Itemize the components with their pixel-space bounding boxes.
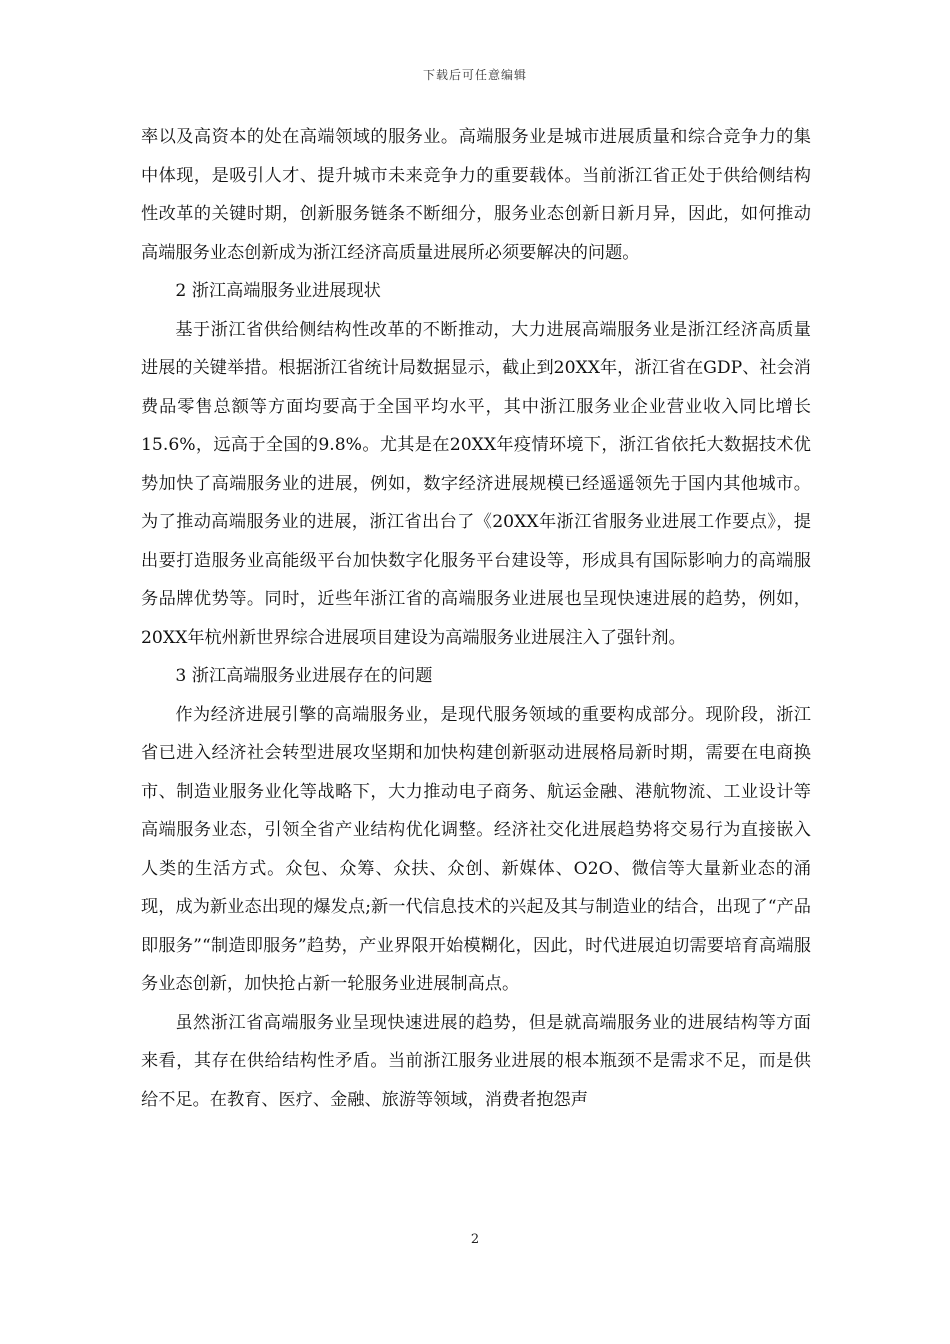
page-number: 2 xyxy=(470,1232,480,1247)
section-heading-2: 2 浙江高端服务业进展现状 xyxy=(175,281,381,301)
paragraph-section-3b: 虽然浙江省高端服务业呈现快速进展的趋势，但是就高端服务业的进展结构等方面来看，其存在供给结构性矛盾。当前浙江服务业进展的根本瓶颈不是需求不足，而是供给不足。在教育、医疗、金融、旅游等领域，消费者抱怨声 xyxy=(141,1012,811,1110)
paragraph-continued: 率以及高资本的处在高端领域的服务业。高端服务业是城市进展质量和综合竞争力的集中体现，是吸引人才、提升城市未来竞争力的重要载体。当前浙江省正处于供给侧结构性改革的关键时期，创新服务链条不断细分，服务业态创新日新月异，因此，如何推动高端服务业态创新成为浙江经济高质量进展所必须要解决的问题。 xyxy=(141,127,811,263)
section-heading-3: 3 浙江高端服务业进展存在的问题 xyxy=(175,666,433,686)
page-header: 下载后可任意编辑 xyxy=(422,68,527,82)
document-body xyxy=(141,118,811,1119)
paragraph-section-2: 基于浙江省供给侧结构性改革的不断推动，大力进展高端服务业是浙江经济高质量进展的关键举措。根据浙江省统计局数据显示，截止到20XX年，浙江省在GDP、社会消费品零售总额等方面均要高于全国平均水平，其中浙江服务业企业营业收入同比增长15.6%，远高于全国的9.8%。尤其是在20XX年疫情环境下，浙江省依托大数据技术优势加快了高端服务业的进展，例如，数字经济进展规模已经遥遥领先于国内其他城市。为了推动高端服务业的进展，浙江省出台了《20XX年浙江省服务业进展工作要点》，提出要打造服务业高能级平台加快数字化服务平台建设等，形成具有国际影响力的高端服务品牌优势等。同时，近些年浙江省的高端服务业进展也呈现快速进展的趋势，例如，20XX年杭州新世界综合进展项目建设为高端服务业进展注入了强针剂。 xyxy=(141,319,811,648)
paragraph-section-3a: 作为经济进展引擎的高端服务业，是现代服务领域的重要构成部分。现阶段，浙江省已进入经济社会转型进展攻坚期和加快构建创新驱动进展格局新时期，需要在电商换市、制造业服务业化等战略下，大力推动电子商务、航运金融、港航物流、工业设计等高端服务业态，引领全省产业结构优化调整。经济社交化进展趋势将交易行为直接嵌入人类的生活方式。众包、众筹、众扶、众创、新媒体、O2O、微信等大量新业态的涌现，成为新业态出现的爆发点;新一代信息技术的兴起及其与制造业的结合，出现了“产品即服务”“制造即服务”趋势，产业界限开始模糊化，因此，时代进展迫切需要培育高端服务业态创新，加快抢占新一轮服务业进展制高点。 xyxy=(141,704,811,994)
